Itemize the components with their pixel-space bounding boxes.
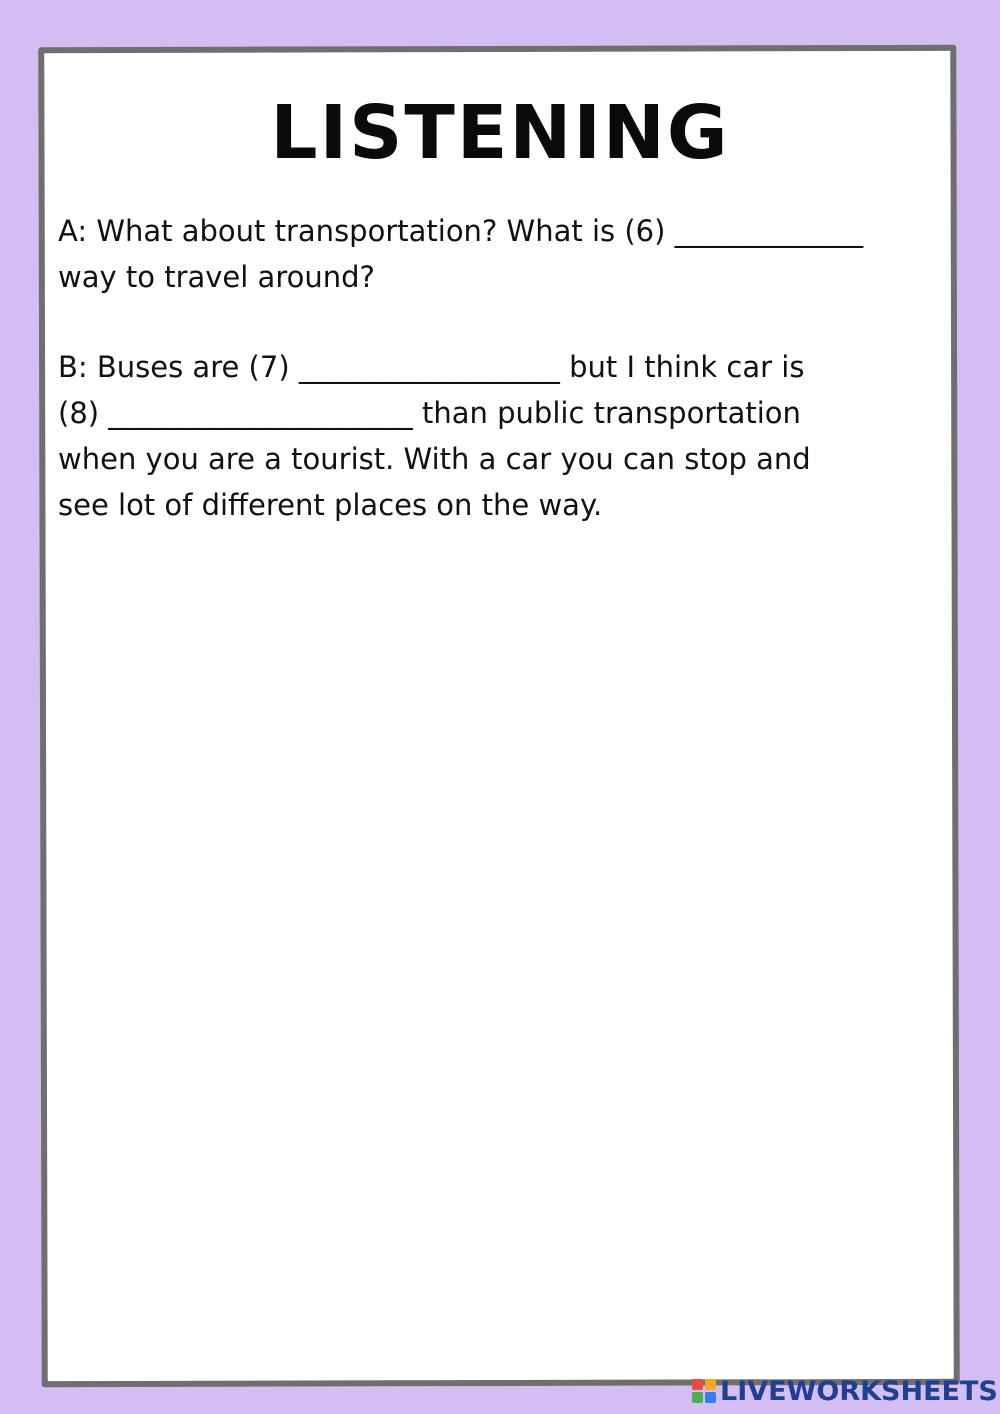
text-line: (8) _____________________ than public transportation [58,396,801,430]
brand-mark-icon [692,1379,716,1403]
dialogue-text [58,208,938,528]
speaker-b-paragraph [58,344,938,528]
page-title: LISTENING [270,90,730,176]
text-line: way to travel around? [58,260,375,294]
text-line: see lot of different places on the way. [58,488,603,522]
text-line: A: What about transportation? What is (6) _____________ [58,214,864,248]
brand-name: LIVEWORKSHEETS [720,1375,998,1407]
liveworksheets-logo[interactable] [692,1374,998,1408]
text-line: when you are a tourist. With a car you can stop and [58,442,811,476]
speaker-a-paragraph [58,208,938,300]
text-line: B: Buses are (7) __________________ but I think car is [58,350,805,384]
